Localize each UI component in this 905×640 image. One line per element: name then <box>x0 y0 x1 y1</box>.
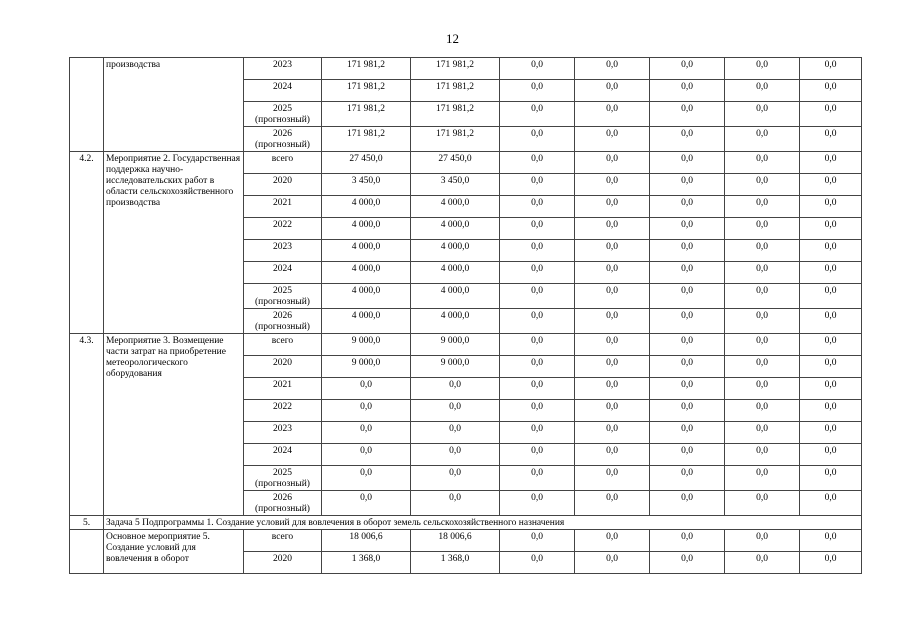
year-cell <box>244 58 322 80</box>
year-label: 2023 <box>273 242 292 252</box>
year-cell <box>244 218 322 240</box>
value-cell: 0,0 <box>800 218 862 240</box>
item-number <box>70 58 104 152</box>
value-cell: 0,0 <box>322 466 411 491</box>
value-cell: 4 000,0 <box>322 218 411 240</box>
page-number: 12 <box>446 31 459 46</box>
value-cell: 0,0 <box>800 196 862 218</box>
value-cell: 4 000,0 <box>411 284 500 309</box>
value-cell: 0,0 <box>800 444 862 466</box>
value-cell: 0,0 <box>650 356 725 378</box>
value-cell: 0,0 <box>800 240 862 262</box>
value-cell: 0,0 <box>500 240 575 262</box>
year-cell <box>244 174 322 196</box>
value-cell: 0,0 <box>800 127 862 152</box>
value-cell: 0,0 <box>575 127 650 152</box>
value-cell: 0,0 <box>650 552 725 574</box>
year-cell <box>244 80 322 102</box>
year-label: 2020 <box>273 176 292 186</box>
value-cell: 0,0 <box>500 552 575 574</box>
value-cell: 0,0 <box>500 334 575 356</box>
value-cell: 0,0 <box>500 58 575 80</box>
value-cell: 0,0 <box>650 262 725 284</box>
year-label: 2024 <box>273 82 292 92</box>
value-cell: 0,0 <box>725 400 800 422</box>
value-cell: 0,0 <box>725 240 800 262</box>
value-cell: 0,0 <box>650 444 725 466</box>
value-cell: 9 000,0 <box>411 356 500 378</box>
value-cell: 0,0 <box>411 378 500 400</box>
value-cell: 0,0 <box>575 152 650 174</box>
value-cell: 0,0 <box>800 102 862 127</box>
value-cell: 0,0 <box>322 444 411 466</box>
year-cell <box>244 491 322 516</box>
value-cell: 0,0 <box>500 530 575 552</box>
year-label: 2024 <box>273 264 292 274</box>
value-cell: 0,0 <box>500 196 575 218</box>
value-cell: 0,0 <box>725 422 800 444</box>
value-cell: 0,0 <box>650 378 725 400</box>
year-cell <box>244 127 322 152</box>
value-cell: 1 368,0 <box>411 552 500 574</box>
value-cell: 0,0 <box>650 196 725 218</box>
value-cell: 0,0 <box>500 491 575 516</box>
item-number <box>70 530 104 574</box>
year-note: (прогнозный) <box>255 140 310 150</box>
task-number: 5. <box>70 516 104 530</box>
table-row <box>70 152 862 174</box>
value-cell: 0,0 <box>650 334 725 356</box>
year-cell <box>244 196 322 218</box>
value-cell: 0,0 <box>650 309 725 334</box>
value-cell: 4 000,0 <box>411 196 500 218</box>
value-cell: 0,0 <box>650 491 725 516</box>
year-cell <box>244 334 322 356</box>
year-note: (прогнозный) <box>255 322 310 332</box>
value-cell: 0,0 <box>650 218 725 240</box>
value-cell: 0,0 <box>800 262 862 284</box>
value-cell: 0,0 <box>725 356 800 378</box>
value-cell: 0,0 <box>575 240 650 262</box>
value-cell: 0,0 <box>725 309 800 334</box>
value-cell: 4 000,0 <box>411 240 500 262</box>
value-cell: 0,0 <box>500 152 575 174</box>
value-cell: 0,0 <box>650 284 725 309</box>
value-cell: 0,0 <box>650 174 725 196</box>
year-label: 2025 <box>273 104 292 114</box>
value-cell: 0,0 <box>500 127 575 152</box>
value-cell: 0,0 <box>725 530 800 552</box>
year-cell <box>244 309 322 334</box>
value-cell: 0,0 <box>725 378 800 400</box>
value-cell: 0,0 <box>725 284 800 309</box>
year-note: (прогнозный) <box>255 479 310 489</box>
value-cell: 0,0 <box>800 491 862 516</box>
year-label: 2022 <box>273 220 292 230</box>
value-cell: 0,0 <box>575 218 650 240</box>
value-cell: 0,0 <box>725 174 800 196</box>
value-cell: 0,0 <box>575 80 650 102</box>
value-cell: 0,0 <box>575 422 650 444</box>
value-cell: 0,0 <box>500 400 575 422</box>
table-row <box>70 516 862 530</box>
item-name: Мероприятие 2. Государственная поддержка научно-исследовательских работ в области сельскохозяйственного производства <box>104 152 244 334</box>
value-cell: 0,0 <box>322 400 411 422</box>
year-label: 2026 <box>273 311 292 321</box>
year-label: 2025 <box>273 468 292 478</box>
value-cell: 0,0 <box>500 309 575 334</box>
value-cell: 0,0 <box>322 491 411 516</box>
value-cell: 0,0 <box>725 466 800 491</box>
value-cell: 0,0 <box>800 334 862 356</box>
value-cell: 4 000,0 <box>411 218 500 240</box>
value-cell: 4 000,0 <box>411 262 500 284</box>
value-cell: 0,0 <box>500 218 575 240</box>
value-cell: 171 981,2 <box>322 102 411 127</box>
year-cell <box>244 466 322 491</box>
value-cell: 0,0 <box>650 127 725 152</box>
item-name: Основное мероприятие 5. Создание условий для вовлечения в оборот <box>104 530 244 574</box>
value-cell: 0,0 <box>800 152 862 174</box>
value-cell: 0,0 <box>800 466 862 491</box>
value-cell: 0,0 <box>800 422 862 444</box>
year-label: 2023 <box>273 424 292 434</box>
value-cell: 0,0 <box>575 334 650 356</box>
value-cell: 18 006,6 <box>411 530 500 552</box>
value-cell: 0,0 <box>500 284 575 309</box>
budget-table <box>69 57 862 574</box>
value-cell: 0,0 <box>725 491 800 516</box>
value-cell: 0,0 <box>800 309 862 334</box>
value-cell: 0,0 <box>650 400 725 422</box>
table-row <box>70 58 862 80</box>
value-cell: 0,0 <box>322 422 411 444</box>
value-cell: 0,0 <box>800 378 862 400</box>
value-cell: 0,0 <box>500 262 575 284</box>
value-cell: 9 000,0 <box>322 334 411 356</box>
value-cell: 0,0 <box>800 400 862 422</box>
year-cell <box>244 400 322 422</box>
value-cell: 0,0 <box>650 102 725 127</box>
value-cell: 0,0 <box>800 174 862 196</box>
value-cell: 4 000,0 <box>322 309 411 334</box>
value-cell: 0,0 <box>500 80 575 102</box>
value-cell: 9 000,0 <box>411 334 500 356</box>
year-note: (прогнозный) <box>255 115 310 125</box>
value-cell: 0,0 <box>575 284 650 309</box>
year-note: (прогнозный) <box>255 297 310 307</box>
year-cell <box>244 552 322 574</box>
value-cell: 27 450,0 <box>411 152 500 174</box>
value-cell: 0,0 <box>650 58 725 80</box>
item-number: 4.3. <box>70 334 104 516</box>
value-cell: 0,0 <box>725 152 800 174</box>
value-cell: 0,0 <box>575 552 650 574</box>
value-cell: 0,0 <box>500 356 575 378</box>
item-name: производства <box>104 58 244 152</box>
value-cell: 18 006,6 <box>322 530 411 552</box>
value-cell: 0,0 <box>650 80 725 102</box>
value-cell: 0,0 <box>575 378 650 400</box>
year-cell <box>244 240 322 262</box>
value-cell: 0,0 <box>725 127 800 152</box>
value-cell: 0,0 <box>411 491 500 516</box>
value-cell: 0,0 <box>800 284 862 309</box>
value-cell: 1 368,0 <box>322 552 411 574</box>
year-label: 2026 <box>273 493 292 503</box>
value-cell: 0,0 <box>500 466 575 491</box>
value-cell: 0,0 <box>575 530 650 552</box>
value-cell: 0,0 <box>725 58 800 80</box>
value-cell: 0,0 <box>411 444 500 466</box>
value-cell: 0,0 <box>500 378 575 400</box>
value-cell: 0,0 <box>725 334 800 356</box>
year-cell <box>244 378 322 400</box>
value-cell: 3 450,0 <box>411 174 500 196</box>
value-cell: 0,0 <box>575 174 650 196</box>
value-cell: 171 981,2 <box>411 58 500 80</box>
year-cell <box>244 262 322 284</box>
year-cell <box>244 102 322 127</box>
year-cell <box>244 530 322 552</box>
year-label: 2024 <box>273 446 292 456</box>
year-label: 2020 <box>273 358 292 368</box>
value-cell: 0,0 <box>800 530 862 552</box>
year-label: 2026 <box>273 129 292 139</box>
year-cell <box>244 444 322 466</box>
table-row <box>70 530 862 552</box>
year-label: всего <box>271 532 294 542</box>
value-cell: 0,0 <box>575 58 650 80</box>
item-name: Мероприятие 3. Возмещение части затрат на приобретение метеорологического оборудования <box>104 334 244 516</box>
value-cell: 171 981,2 <box>322 80 411 102</box>
value-cell: 0,0 <box>500 422 575 444</box>
value-cell: 0,0 <box>411 466 500 491</box>
value-cell: 0,0 <box>575 400 650 422</box>
value-cell: 4 000,0 <box>322 196 411 218</box>
value-cell: 0,0 <box>650 530 725 552</box>
value-cell: 4 000,0 <box>322 240 411 262</box>
value-cell: 0,0 <box>650 240 725 262</box>
task-title: Задача 5 Подпрограммы 1. Создание условий для вовлечения в оборот земель сельскохозяйственного назначения <box>104 516 862 530</box>
value-cell: 0,0 <box>500 444 575 466</box>
value-cell: 0,0 <box>411 400 500 422</box>
value-cell: 0,0 <box>575 262 650 284</box>
year-cell <box>244 152 322 174</box>
year-label: 2023 <box>273 60 292 70</box>
year-label: 2022 <box>273 402 292 412</box>
value-cell: 3 450,0 <box>322 174 411 196</box>
value-cell: 0,0 <box>725 196 800 218</box>
value-cell: 0,0 <box>800 356 862 378</box>
value-cell: 171 981,2 <box>411 102 500 127</box>
value-cell: 0,0 <box>800 552 862 574</box>
year-label: 2021 <box>273 380 292 390</box>
value-cell: 0,0 <box>575 196 650 218</box>
value-cell: 0,0 <box>725 80 800 102</box>
table-row <box>70 334 862 356</box>
value-cell: 0,0 <box>575 309 650 334</box>
value-cell: 0,0 <box>322 378 411 400</box>
year-cell <box>244 284 322 309</box>
value-cell: 0,0 <box>725 552 800 574</box>
value-cell: 0,0 <box>725 102 800 127</box>
value-cell: 0,0 <box>575 444 650 466</box>
value-cell: 0,0 <box>575 356 650 378</box>
value-cell: 0,0 <box>575 102 650 127</box>
value-cell: 0,0 <box>800 58 862 80</box>
year-label: всего <box>271 154 294 164</box>
year-note: (прогнозный) <box>255 504 310 514</box>
value-cell: 9 000,0 <box>322 356 411 378</box>
value-cell: 171 981,2 <box>411 80 500 102</box>
value-cell: 0,0 <box>725 262 800 284</box>
year-label: 2025 <box>273 286 292 296</box>
item-number: 4.2. <box>70 152 104 334</box>
value-cell: 171 981,2 <box>411 127 500 152</box>
value-cell: 0,0 <box>650 152 725 174</box>
value-cell: 171 981,2 <box>322 58 411 80</box>
value-cell: 0,0 <box>800 80 862 102</box>
year-cell <box>244 422 322 444</box>
year-cell <box>244 356 322 378</box>
year-label: 2021 <box>273 198 292 208</box>
value-cell: 0,0 <box>411 422 500 444</box>
value-cell: 171 981,2 <box>322 127 411 152</box>
value-cell: 4 000,0 <box>322 262 411 284</box>
value-cell: 0,0 <box>650 422 725 444</box>
value-cell: 0,0 <box>500 102 575 127</box>
value-cell: 0,0 <box>725 218 800 240</box>
year-label: 2020 <box>273 554 292 564</box>
year-label: всего <box>271 336 294 346</box>
value-cell: 27 450,0 <box>322 152 411 174</box>
value-cell: 0,0 <box>575 466 650 491</box>
value-cell: 4 000,0 <box>411 309 500 334</box>
value-cell: 0,0 <box>650 466 725 491</box>
value-cell: 0,0 <box>575 491 650 516</box>
value-cell: 0,0 <box>500 174 575 196</box>
value-cell: 0,0 <box>725 444 800 466</box>
value-cell: 4 000,0 <box>322 284 411 309</box>
